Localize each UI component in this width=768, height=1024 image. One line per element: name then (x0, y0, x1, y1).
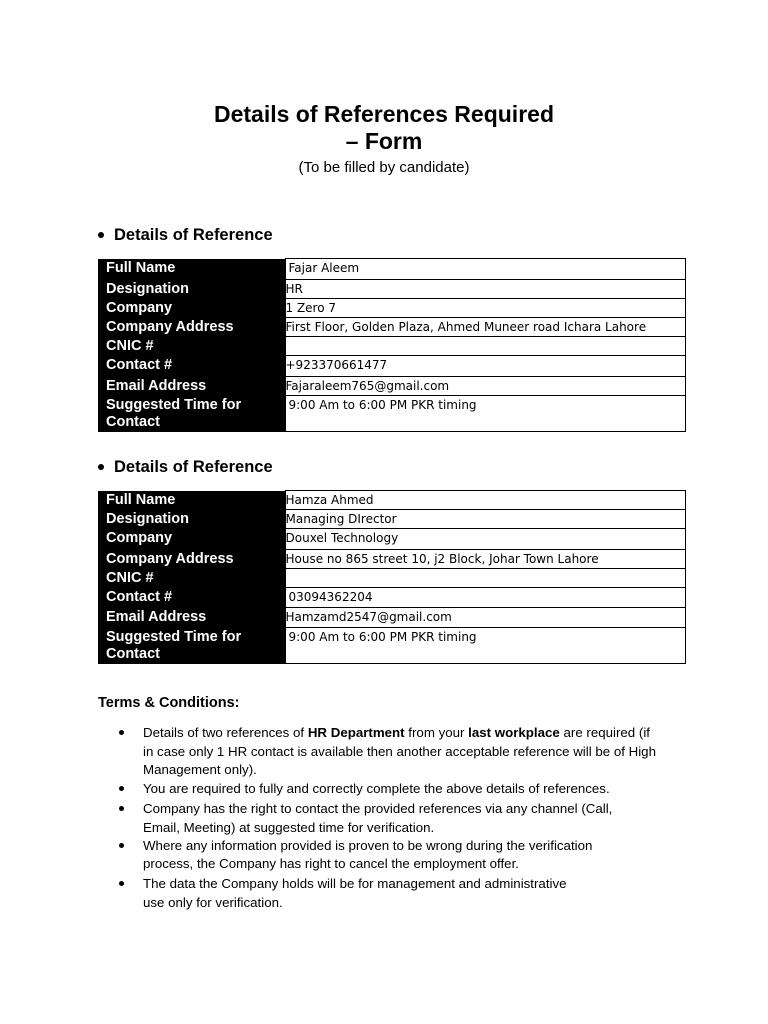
company-address-field[interactable] (285, 550, 686, 569)
table-row (98, 588, 686, 608)
suggested-time-label: Suggested Time for Contact (98, 628, 285, 664)
email-value: Fajaraleem765@gmail.com (285, 379, 450, 393)
bullet-icon (119, 806, 124, 811)
company-address-value: First Floor, Golden Plaza, Ahmed Muneer road Ichara Lahore (285, 320, 647, 334)
email-label: Email Address (98, 377, 285, 396)
bullet-icon (119, 881, 124, 886)
table-row (98, 259, 686, 280)
cnic-field[interactable] (285, 337, 686, 356)
full-name-label: Full Name (98, 259, 285, 280)
table-row (98, 377, 686, 396)
list-item (116, 780, 676, 799)
table-row (98, 569, 686, 588)
page-title-line2: – Form (345, 128, 423, 154)
table-row (98, 356, 686, 377)
designation-value: Managing DIrector (285, 512, 397, 526)
list-item (116, 837, 603, 873)
term-5-text: The data the Company holds will be for management and administrative use only for verification. (143, 876, 567, 910)
designation-field[interactable] (285, 280, 686, 299)
contact-label: Contact # (98, 588, 285, 608)
suggested-time-value: 9:00 Am to 6:00 PM PKR timing (288, 630, 477, 644)
suggested-time-label: Suggested Time for Contact (98, 396, 285, 432)
term-4-text: Where any information provided is proven to be wrong during the verification process, the Company has right to cancel the employment offer. (143, 838, 593, 871)
term-1-text-b: from your (404, 725, 469, 740)
company-value: 1 Zero 7 (285, 301, 337, 315)
table-row (98, 628, 686, 664)
table-row (98, 491, 686, 510)
company-address-label: Company Address (98, 318, 285, 337)
table-row (98, 608, 686, 628)
full-name-label: Full Name (98, 491, 285, 510)
suggested-time-field[interactable] (285, 628, 686, 664)
list-item (116, 800, 643, 837)
reference-2-heading (97, 457, 273, 477)
table-row (98, 529, 686, 550)
company-field[interactable] (285, 299, 686, 318)
company-address-field[interactable] (285, 318, 686, 337)
full-name-field[interactable] (285, 491, 686, 510)
bullet-icon (119, 843, 124, 848)
page-title (0, 101, 768, 155)
list-item (116, 724, 663, 780)
cnic-label: CNIC # (98, 569, 285, 588)
table-row (98, 396, 686, 432)
full-name-value: Hamza Ahmed (285, 493, 374, 507)
table-row (98, 299, 686, 318)
term-1-bold-last-workplace: last workplace (468, 725, 560, 740)
terms-heading: Terms & Conditions: (98, 695, 240, 711)
bullet-icon (119, 786, 124, 791)
term-2-text: You are required to fully and correctly complete the above details of references. (143, 780, 610, 796)
company-label: Company (98, 529, 285, 550)
suggested-time-field[interactable] (285, 396, 686, 432)
contact-label: Contact # (98, 356, 285, 377)
table-row (98, 337, 686, 356)
table-row (98, 280, 686, 299)
email-field[interactable] (285, 377, 686, 396)
bullet-icon (119, 730, 124, 735)
term-1-text-a: Details of two references of (143, 725, 308, 740)
page-title-line1: Details of References Required (213, 101, 554, 127)
company-address-label: Company Address (98, 550, 285, 569)
bullet-icon (98, 232, 104, 238)
designation-label: Designation (98, 510, 285, 529)
full-name-value: Fajar Aleem (288, 261, 360, 275)
table-row (98, 550, 686, 569)
email-field[interactable] (285, 608, 686, 628)
contact-value: +923370661477 (285, 358, 388, 372)
contact-field[interactable] (285, 588, 686, 608)
designation-value: HR (285, 282, 303, 296)
term-1-bold-hr-department: HR Department (307, 725, 405, 740)
bullet-icon (98, 464, 104, 470)
designation-label: Designation (98, 280, 285, 299)
contact-field[interactable] (285, 356, 686, 377)
list-item (116, 875, 583, 912)
term-3-text: Company has the right to contact the provided references via any channel (Call, Email, Meeting) at suggested time for verification. (143, 801, 613, 835)
designation-field[interactable] (285, 510, 686, 529)
term-1-text-c: are required (if in case only 1 HR contact is available then another acceptable reference will be of High Management only). (143, 725, 656, 777)
email-label: Email Address (98, 608, 285, 628)
company-value: Douxel Technology (285, 531, 399, 545)
suggested-time-value: 9:00 Am to 6:00 PM PKR timing (288, 398, 477, 412)
reference-1-table (98, 258, 686, 432)
company-label: Company (98, 299, 285, 318)
reference-1-heading-text: Details of Reference (114, 226, 273, 244)
reference-2-heading-text: Details of Reference (114, 458, 273, 476)
terms-list (116, 724, 676, 912)
cnic-label: CNIC # (98, 337, 285, 356)
page-subtitle: (To be filled by candidate) (298, 159, 470, 176)
cnic-field[interactable] (285, 569, 686, 588)
table-row (98, 510, 686, 529)
reference-2-table (98, 490, 686, 664)
table-row (98, 318, 686, 337)
full-name-field[interactable] (285, 259, 686, 280)
contact-value: 03094362204 (288, 590, 373, 604)
company-address-value: House no 865 street 10, j2 Block, Johar Town Lahore (285, 552, 599, 566)
email-value: Hamzamd2547@gmail.com (285, 610, 452, 624)
company-field[interactable] (285, 529, 686, 550)
reference-1-heading (97, 225, 273, 245)
